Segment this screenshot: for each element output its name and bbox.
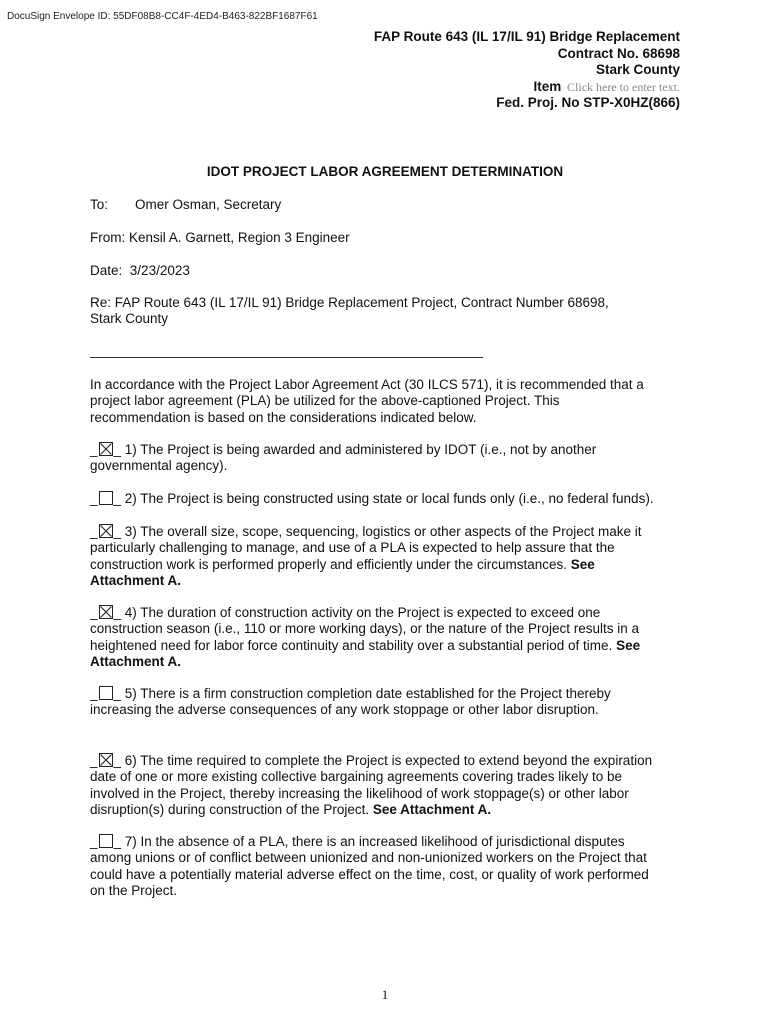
criterion-line: [90, 802, 680, 818]
criterion-1: [90, 442, 680, 475]
page-number: 1: [381, 987, 389, 1002]
attachment-reference: See: [570, 556, 595, 572]
intro-paragraph: [90, 377, 680, 426]
re-line: Stark County: [90, 311, 169, 327]
criterion-line: [90, 786, 680, 802]
criterion-text: _ 7) In the absence of a PLA, there is an increased likelihood of jurisdictional disputes: [113, 834, 625, 849]
criterion-line: [90, 605, 680, 621]
blank-underscore: _: [90, 753, 98, 768]
criterion-line: [90, 540, 680, 556]
header-route: FAP Route 643 (IL 17/IL 91) Bridge Replacement: [373, 29, 680, 44]
header-county: Stark County: [595, 62, 680, 77]
blank-underscore: _: [90, 491, 98, 506]
header-item-label: Item: [533, 78, 562, 94]
criterion-text: on the Project.: [90, 882, 178, 898]
criterion-line: [90, 686, 680, 702]
criterion-6: [90, 753, 680, 818]
criterion-text: could have a potentially material adverse effect on the time, cost, or quality of work performed: [90, 866, 649, 882]
checkbox-unchecked[interactable]: [99, 491, 113, 505]
memo-date: [90, 263, 680, 279]
criterion-text: _ 3) The overall size, scope, sequencing, logistics or other aspects of the Project make it: [113, 524, 642, 539]
from-value: Kensil A. Garnett, Region 3 Engineer: [129, 230, 350, 245]
criterion-text: governmental agency).: [90, 458, 228, 474]
checkbox-unchecked[interactable]: [99, 834, 113, 848]
criterion-line: [90, 753, 680, 769]
blank-underscore: _: [90, 686, 98, 701]
x-mark-icon: [100, 443, 112, 455]
header-fed-proj: Fed. Proj. No STP-X0HZ(866): [496, 95, 680, 110]
intro-line: In accordance with the Project Labor Agreement Act (30 ILCS 571), it is recommended that a: [90, 377, 644, 392]
criterion-line: [90, 621, 680, 637]
criterion-text: among unions or of conflict between unionized and non-unionized workers on the Project that: [90, 850, 647, 866]
header-contract: Contract No. 68698: [557, 45, 680, 61]
criterion-text: construction season (i.e., 110 or more working days), or the nature of the Project results in a: [90, 621, 640, 637]
re-line: Re: FAP Route 643 (IL 17/IL 91) Bridge Replacement Project, Contract Number 68698,: [90, 295, 609, 310]
criterion-5: [90, 686, 680, 719]
criterion-text: _ 2) The Project is being constructed using state or local funds only (i.e., no federal funds).: [113, 491, 654, 506]
x-mark-icon: [100, 606, 112, 618]
to-value: Omer Osman, Secretary: [135, 197, 282, 212]
checkbox-checked[interactable]: [99, 753, 113, 767]
criterion-text: date of one or more existing collective bargaining agreements covering trades likely to be: [90, 769, 623, 785]
date-label: Date:: [90, 263, 123, 278]
criterion-line: [90, 442, 680, 458]
criterion-text: construction work is performed properly and efficiently under the circumstances.: [90, 556, 571, 572]
criterion-line: [90, 638, 680, 654]
date-value: 3/23/2023: [129, 263, 190, 278]
checkbox-unchecked[interactable]: [99, 686, 113, 700]
from-label: From:: [90, 230, 126, 245]
attachment-reference: Attachment A.: [90, 653, 182, 669]
criterion-line: [90, 458, 680, 474]
to-label: To:: [90, 197, 109, 212]
criterion-line: [90, 491, 680, 507]
intro-line: project labor agreement (PLA) be utilized for the above-captioned Project. This: [90, 393, 560, 409]
criterion-text: heightened need for labor force continuity and stability over a substantial period of time.: [90, 637, 617, 653]
criterion-text: _ 6) The time required to complete the Project is expected to extend beyond the expiration: [113, 753, 653, 768]
blank-underscore: _: [90, 442, 98, 457]
criterion-line: [90, 557, 680, 573]
memo-to: [90, 197, 680, 213]
document-title: IDOT PROJECT LABOR AGREEMENT DETERMINATION: [206, 164, 564, 179]
header-item-row: [374, 79, 680, 96]
blank-underscore: _: [90, 834, 98, 849]
memo-re: [90, 295, 680, 328]
criterion-line: [90, 524, 680, 540]
criterion-line: [90, 867, 680, 883]
project-header: [374, 29, 680, 112]
divider-line: [90, 357, 483, 358]
x-mark-icon: [100, 754, 112, 766]
criterion-2: [90, 491, 680, 507]
checkbox-checked[interactable]: [99, 442, 113, 456]
x-mark-icon: [100, 525, 112, 537]
criterion-line: [90, 883, 680, 899]
blank-underscore: _: [90, 605, 98, 620]
criterion-text: _ 4) The duration of construction activity on the Project is expected to exceed one: [113, 605, 601, 620]
checkbox-checked[interactable]: [99, 524, 113, 538]
criterion-line: [90, 702, 680, 718]
blank-underscore: _: [90, 524, 98, 539]
criterion-line: [90, 850, 680, 866]
criterion-text: involved in the Project, thereby increasing the likelihood of work stoppage(s) or other labor: [90, 785, 629, 801]
item-placeholder-field[interactable]: Click here to enter text.: [567, 79, 680, 94]
criterion-line: [90, 834, 680, 850]
criterion-text: _ 1) The Project is being awarded and administered by IDOT (i.e., not by another: [113, 442, 597, 457]
criterion-3: [90, 524, 680, 589]
criterion-text: particularly challenging to manage, and use of a PLA is expected to help assure that the: [90, 540, 615, 556]
criterion-line: [90, 769, 680, 785]
checkbox-checked[interactable]: [99, 605, 113, 619]
intro-line: recommendation is based on the considerations indicated below.: [90, 409, 477, 425]
criterion-text: disruption(s) during construction of the Project.: [90, 801, 373, 817]
criterion-7: [90, 834, 680, 899]
memo-from: [90, 230, 680, 246]
attachment-reference: Attachment A.: [90, 572, 182, 588]
criterion-text: increasing the adverse consequences of any work stoppage or other labor disruption.: [90, 702, 599, 718]
criterion-4: [90, 605, 680, 670]
criterion-text: _ 5) There is a firm construction completion date established for the Project thereby: [113, 686, 611, 701]
docusign-envelope-id: DocuSign Envelope ID: 55DF08B8-CC4F-4ED4-B463-822BF1687F61: [7, 11, 318, 22]
attachment-reference: See: [616, 637, 641, 653]
attachment-reference: See Attachment A.: [372, 801, 492, 817]
